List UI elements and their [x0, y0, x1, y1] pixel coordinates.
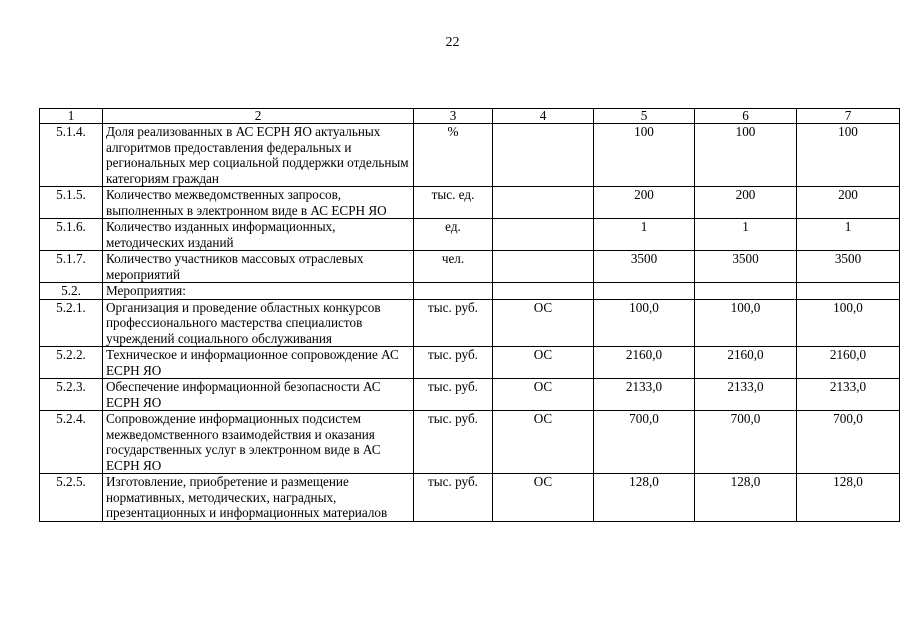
row-unit: тыс. руб.: [414, 299, 493, 347]
row-value-6: 3500: [695, 251, 797, 283]
row-source: [493, 251, 594, 283]
row-value-7: 2133,0: [797, 379, 900, 411]
table-row: [40, 251, 900, 283]
row-source: ОС: [493, 347, 594, 379]
row-value-6: 100,0: [695, 299, 797, 347]
data-table: [39, 108, 900, 522]
row-value-6: 100: [695, 124, 797, 187]
row-value-5: 200: [594, 187, 695, 219]
row-name: Мероприятия:: [103, 283, 414, 300]
column-header: 6: [695, 109, 797, 124]
row-name: Доля реализованных в АС ЕСРН ЯО актуальных алгоритмов предоставления федеральных и региональных мер социальной поддержки отдельным категориям граждан: [103, 124, 414, 187]
row-source: [493, 219, 594, 251]
row-value-5: 2133,0: [594, 379, 695, 411]
row-source: [493, 124, 594, 187]
page-number: 22: [445, 35, 460, 50]
column-header: 7: [797, 109, 900, 124]
row-value-5: 100,0: [594, 299, 695, 347]
table-row: [40, 411, 900, 474]
row-value-7: 2160,0: [797, 347, 900, 379]
table-row: [40, 187, 900, 219]
row-unit: [414, 283, 493, 300]
table-row: [40, 219, 900, 251]
row-unit: ед.: [414, 219, 493, 251]
row-code: 5.1.4.: [40, 124, 103, 187]
column-header: 1: [40, 109, 103, 124]
row-code: 5.2.5.: [40, 474, 103, 522]
row-unit: чел.: [414, 251, 493, 283]
row-value-7: 700,0: [797, 411, 900, 474]
row-value-5: 128,0: [594, 474, 695, 522]
row-value-5: 700,0: [594, 411, 695, 474]
row-unit: тыс. руб.: [414, 411, 493, 474]
row-name: Сопровождение информационных подсистем межведомственного взаимодействия и оказания государственных услуг в электронном виде в АС ЕСРН ЯО: [103, 411, 414, 474]
row-unit: тыс. ед.: [414, 187, 493, 219]
row-value-6: [695, 283, 797, 300]
row-value-7: 3500: [797, 251, 900, 283]
row-source: [493, 187, 594, 219]
row-name: Изготовление, приобретение и размещение нормативных, методических, наградных, презентационных и информационных материалов: [103, 474, 414, 522]
row-value-7: 128,0: [797, 474, 900, 522]
table-row: [40, 474, 900, 522]
row-source: ОС: [493, 299, 594, 347]
column-header: 4: [493, 109, 594, 124]
table-row: [40, 299, 900, 347]
row-code: 5.2.2.: [40, 347, 103, 379]
row-value-5: 3500: [594, 251, 695, 283]
row-code: 5.2.: [40, 283, 103, 300]
row-name: Количество межведомственных запросов, выполненных в электронном виде в АС ЕСРН ЯО: [103, 187, 414, 219]
row-code: 5.1.6.: [40, 219, 103, 251]
row-name: Обеспечение информационной безопасности АС ЕСРН ЯО: [103, 379, 414, 411]
row-value-6: 200: [695, 187, 797, 219]
row-value-6: 2133,0: [695, 379, 797, 411]
row-code: 5.2.3.: [40, 379, 103, 411]
row-name: Количество участников массовых отраслевых мероприятий: [103, 251, 414, 283]
row-unit: тыс. руб.: [414, 474, 493, 522]
row-value-7: 1: [797, 219, 900, 251]
row-code: 5.1.5.: [40, 187, 103, 219]
row-unit: тыс. руб.: [414, 379, 493, 411]
table-row: [40, 124, 900, 187]
row-source: [493, 283, 594, 300]
row-code: 5.2.4.: [40, 411, 103, 474]
row-value-5: [594, 283, 695, 300]
row-value-7: [797, 283, 900, 300]
row-unit: %: [414, 124, 493, 187]
row-value-6: 2160,0: [695, 347, 797, 379]
row-value-5: 1: [594, 219, 695, 251]
row-code: 5.1.7.: [40, 251, 103, 283]
row-value-5: 100: [594, 124, 695, 187]
row-value-7: 100,0: [797, 299, 900, 347]
column-header: 3: [414, 109, 493, 124]
row-source: ОС: [493, 411, 594, 474]
table-row: [40, 283, 900, 300]
table-header-row: [40, 109, 900, 124]
row-source: ОС: [493, 474, 594, 522]
table-row: [40, 379, 900, 411]
row-name: Организация и проведение областных конкурсов профессионального мастерства специалистов учреждений социального обслуживания: [103, 299, 414, 347]
row-value-6: 1: [695, 219, 797, 251]
row-value-7: 200: [797, 187, 900, 219]
row-name: Количество изданных информационных, методических изданий: [103, 219, 414, 251]
row-value-6: 128,0: [695, 474, 797, 522]
row-value-6: 700,0: [695, 411, 797, 474]
row-name: Техническое и информационное сопровождение АС ЕСРН ЯО: [103, 347, 414, 379]
row-value-5: 2160,0: [594, 347, 695, 379]
row-source: ОС: [493, 379, 594, 411]
row-value-7: 100: [797, 124, 900, 187]
column-header: 5: [594, 109, 695, 124]
row-unit: тыс. руб.: [414, 347, 493, 379]
column-header: 2: [103, 109, 414, 124]
table-row: [40, 347, 900, 379]
row-code: 5.2.1.: [40, 299, 103, 347]
